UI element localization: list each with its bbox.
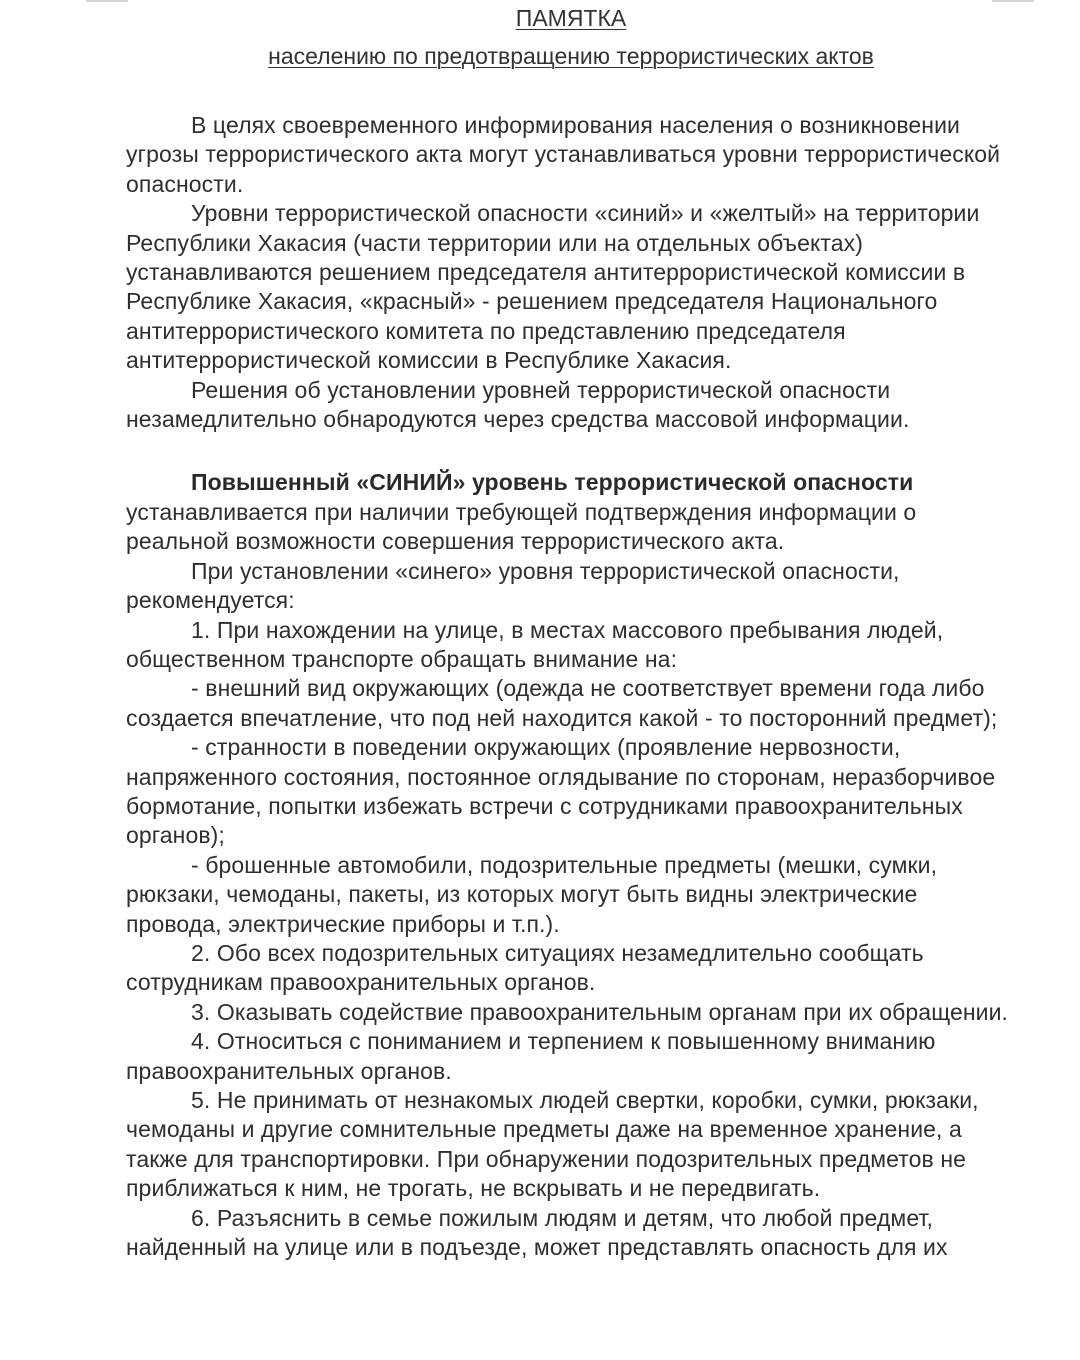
recommendation-paragraph: 1. При нахождении на улице, в местах массового пребывания людей, общественном транспорте обращать внимание на: bbox=[126, 616, 944, 672]
top-edge-mark-left bbox=[86, 0, 128, 2]
blue-level-section bbox=[126, 468, 1016, 1262]
document-title: ПАМЯТКА bbox=[515, 5, 627, 31]
document-subtitle: населению по предотвращению террористических актов bbox=[268, 43, 874, 69]
blue-level-description: устанавливается при наличии требующей подтверждения информации о реальной возможности совершения террористического акта. bbox=[126, 498, 917, 555]
recommendation-paragraph: 6. Разъяснить в семье пожилым людям и детям, что любой предмет, найденный на улице или в подъезде, может представлять опасность для их bbox=[126, 1204, 948, 1261]
recommendation-paragraph: 2. Обо всех подозрительных ситуациях незамедлительно сообщать сотрудникам правоохранительных органов. bbox=[126, 939, 924, 996]
intro-paragraph: Уровни террористической опасности «синий» и «желтый» на территории Республики Хакасия (части территории или на отдельных объектах) устанавливаются решением председателя антитеррористической комиссии в Республике Хакасия, «красный» - решением председателя Национального антитеррористического комитета по представлению председателя антитеррористической комиссии в Республике Хакасия. bbox=[126, 200, 980, 374]
recommendation-paragraph: При установлении «синего» уровня террористической опасности, рекомендуется: bbox=[126, 557, 900, 614]
recommendation-paragraph: - внешний вид окружающих (одежда не соответствует времени года либо создается впечатление, что под ней находится какой - то посторонний предмет); bbox=[126, 675, 998, 731]
recommendation-paragraph: 4. Относиться с пониманием и терпением к повышенному вниманию правоохранительных органов. bbox=[126, 1028, 936, 1084]
section-spacer bbox=[126, 434, 1016, 468]
recommendation-paragraph: 3. Оказывать содействие правоохранительным органам при их обращении. bbox=[191, 998, 1009, 1025]
blue-level-heading: Повышенный «СИНИЙ» уровень террористической опасности bbox=[191, 469, 914, 496]
intro-paragraph: Решения об установлении уровней террористической опасности незамедлительно обнародуются через средства массовой информации. bbox=[126, 376, 910, 433]
intro-paragraph: В целях своевременного информирования населения о возникновении угрозы террористического акта могут устанавливаться уровни террористической опасности. bbox=[126, 112, 1001, 197]
blue-level-paragraph bbox=[126, 468, 1016, 556]
intro-section bbox=[126, 111, 1016, 434]
recommendation-paragraph: - брошенные автомобили, подозрительные предметы (мешки, сумки, рюкзаки, чемоданы, пакеты, из которых могут быть видны электрические провода, электрические приборы и т.п.). bbox=[126, 851, 938, 937]
recommendation-paragraph: - странности в поведении окружающих (проявление нервозности, напряженного состояния, постоянное оглядывание по сторонам, неразборчивое бормотание, попытки избежать встречи с сотрудниками правоохранительных органов); bbox=[126, 734, 996, 849]
recommendation-paragraph: 5. Не принимать от незнакомых людей свертки, коробки, сумки, рюкзаки, чемоданы и другие сомнительные предметы даже на временное хранение, а также для транспортировки. При обнаружении подозрительных предметов не приближаться к ним, не трогать, не вскрывать и не передвигать. bbox=[126, 1087, 979, 1202]
document-page bbox=[126, 0, 1016, 1262]
